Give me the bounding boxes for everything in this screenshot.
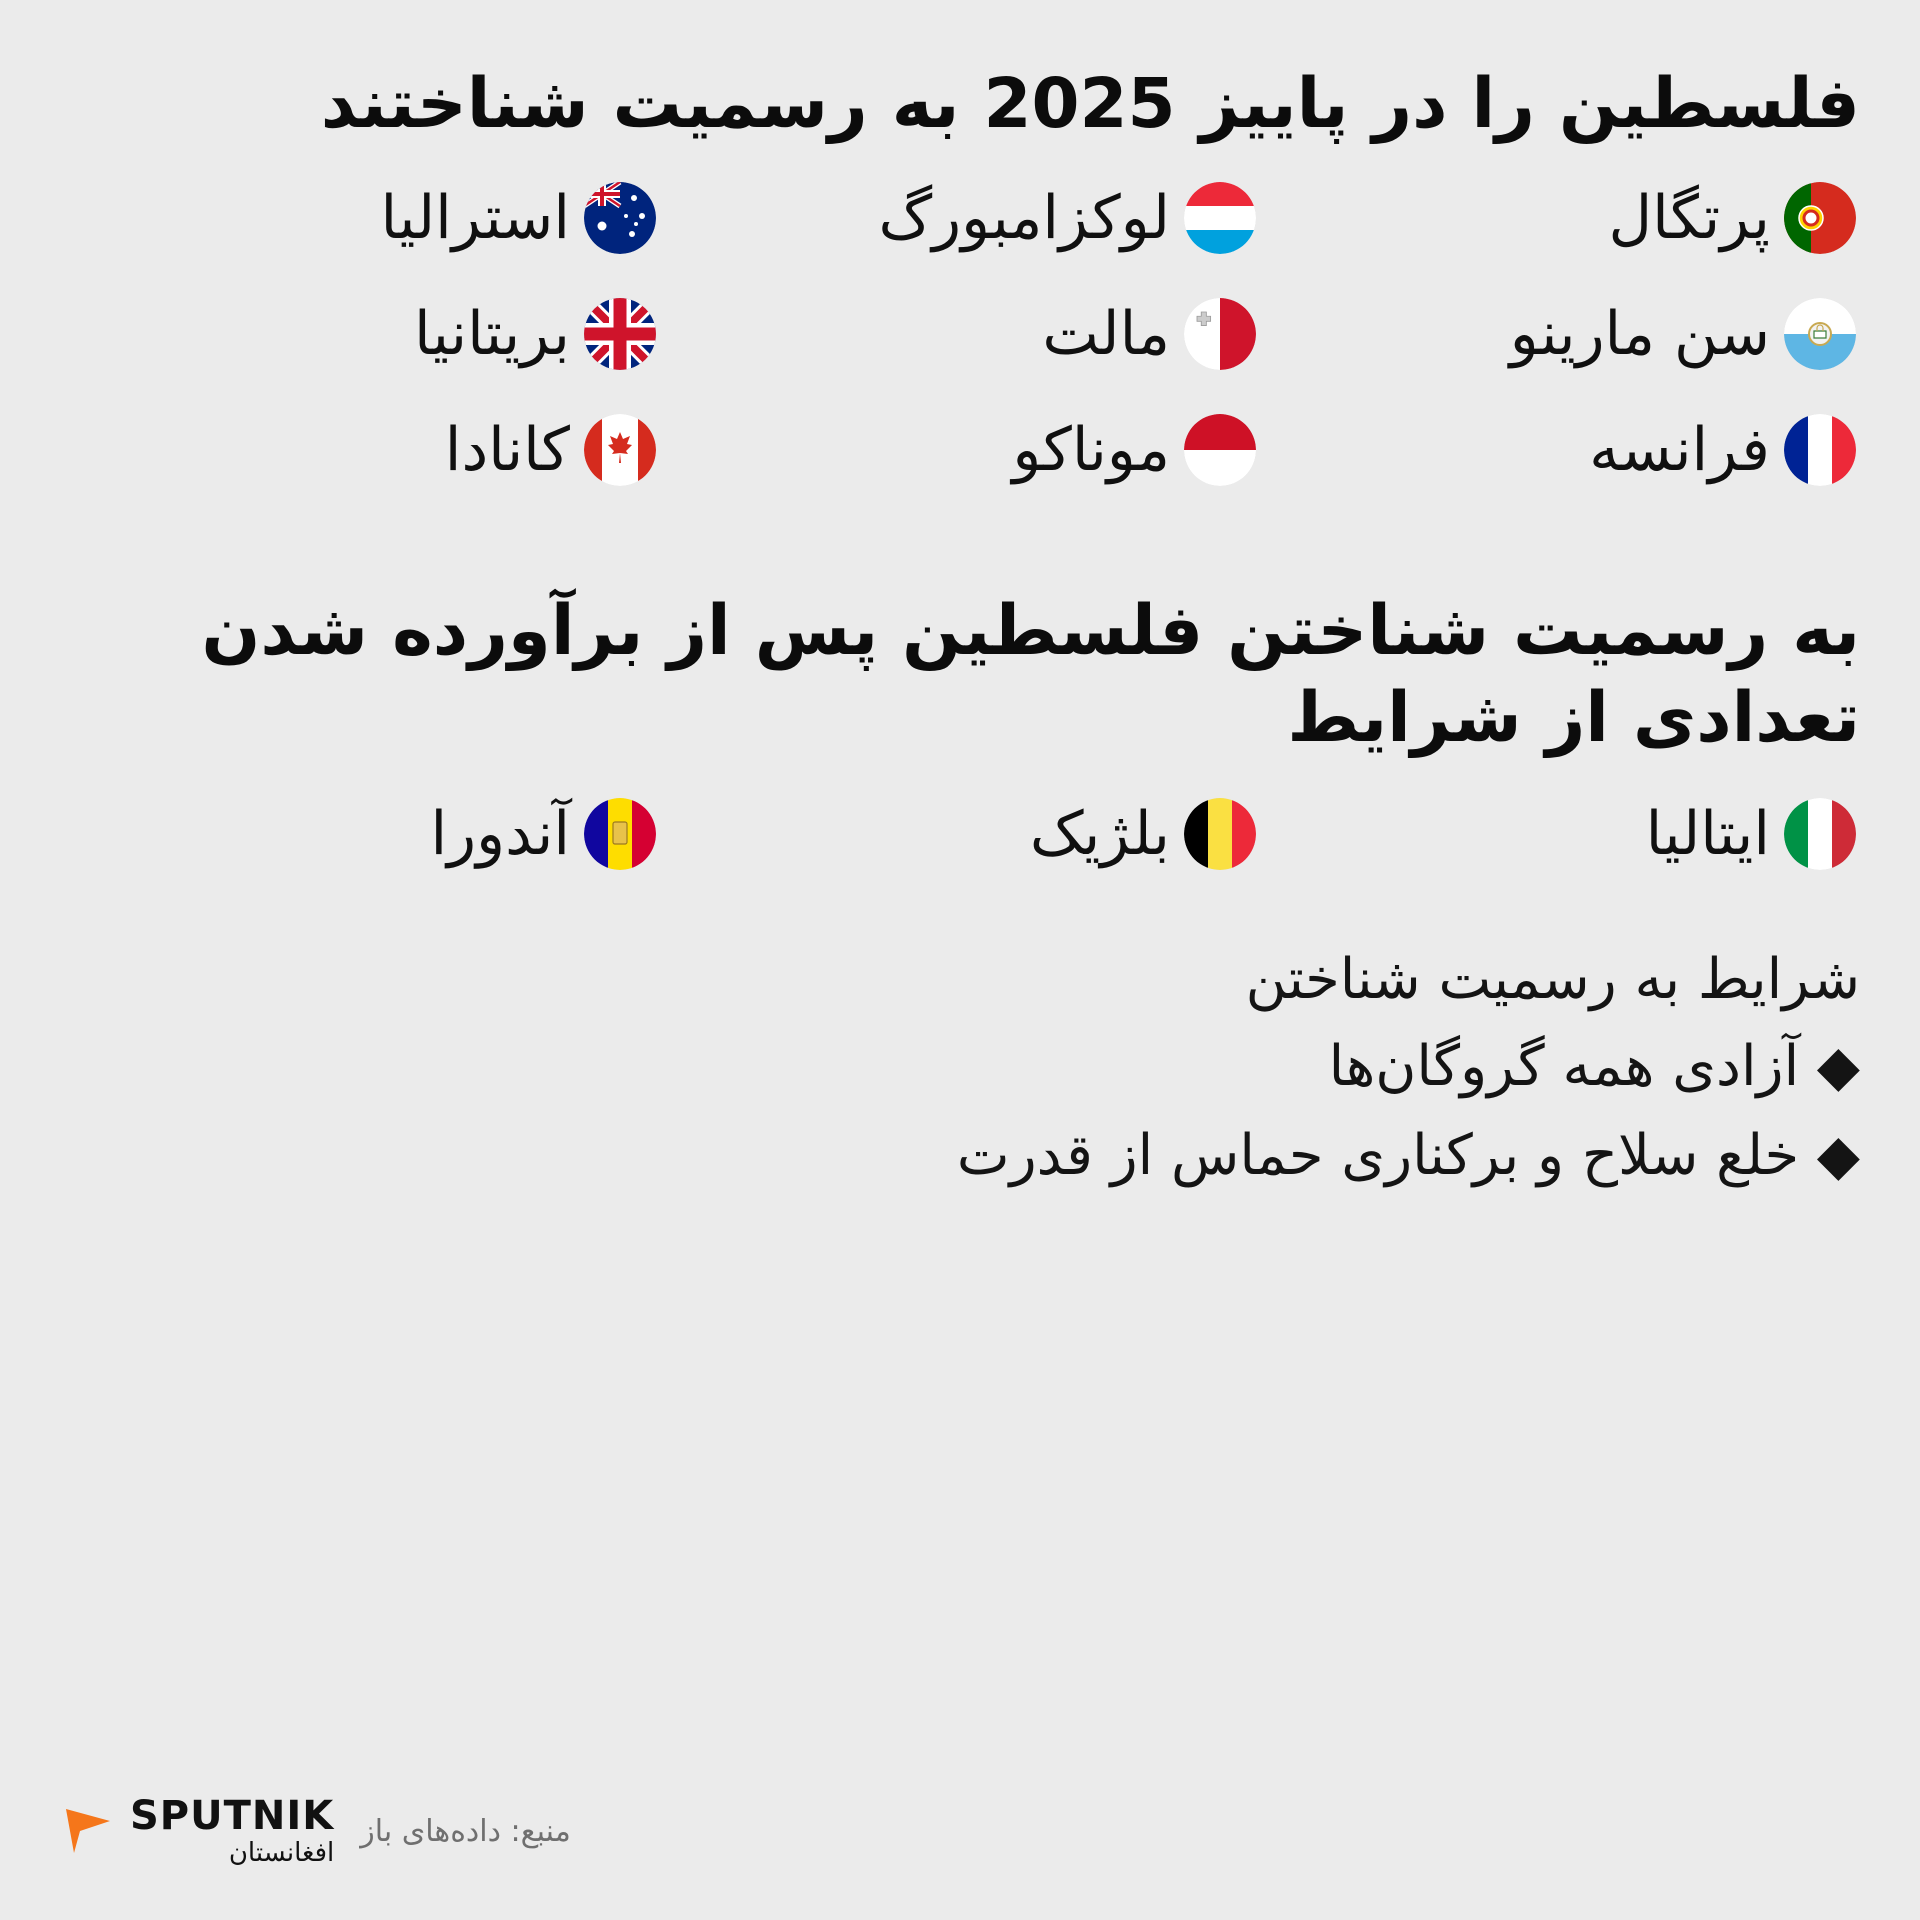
country-label: بریتانیا (414, 299, 570, 370)
country-item-luxembourg (660, 164, 1260, 272)
country-label: فرانسه (1589, 415, 1770, 486)
malta-flag-icon (1184, 298, 1256, 370)
andorra-flag-icon (584, 798, 656, 870)
headline-secondary: به رسمیت شناختن فلسطین پس از برآورده شدن تعدادی از شرایط (201, 591, 1860, 759)
country-item-italy (1260, 780, 1860, 888)
france-flag-icon (1784, 414, 1856, 486)
country-label: سن مارینو (1509, 299, 1770, 370)
footer (60, 1793, 1860, 1868)
condition-item-1: ◆ آزادی همه گروگان‌ها (1328, 1033, 1860, 1099)
belgium-flag-icon (1184, 798, 1256, 870)
country-item-belgium (660, 780, 1260, 888)
sputnik-logo-sub: افغانستان (228, 1838, 335, 1868)
sanmarino-flag-icon (1784, 298, 1856, 370)
condition-item-2: ◆ خلع سلاح و برکناری حماس از قدرت (956, 1122, 1860, 1188)
country-label: موناکو (1012, 415, 1170, 486)
portugal-flag-icon (1784, 182, 1856, 254)
sputnik-logo (60, 1793, 335, 1868)
country-grid-conditional (60, 780, 1860, 888)
italy-flag-icon (1784, 798, 1856, 870)
country-item-portugal (1260, 164, 1860, 272)
country-grid-recognized (60, 164, 1860, 504)
country-label: ایتالیا (1645, 799, 1770, 870)
country-label: کانادا (444, 415, 570, 486)
country-item-canada (60, 396, 660, 504)
canada-flag-icon (584, 414, 656, 486)
country-label: آندورا (430, 799, 570, 870)
country-item-malta (660, 280, 1260, 388)
country-item-australia (60, 164, 660, 272)
country-label: پرتگال (1608, 183, 1770, 254)
sputnik-logo-text (130, 1793, 335, 1868)
country-item-france (1260, 396, 1860, 504)
country-label: بلژیک (1029, 799, 1170, 870)
country-item-monaco (660, 396, 1260, 504)
section-divider-space (60, 504, 1860, 562)
sputnik-arrow-icon (60, 1803, 116, 1859)
country-item-uk (60, 280, 660, 388)
country-item-sanmarino (1260, 280, 1860, 388)
headline-primary: فلسطین را در پاییز 2025 به رسمیت شناختند (320, 64, 1860, 144)
conditions-title: شرایط به رسمیت شناختن (1245, 947, 1860, 1013)
monaco-flag-icon (1184, 414, 1256, 486)
uk-flag-icon (584, 298, 656, 370)
conditions-block (60, 942, 1860, 1196)
country-label: استرالیا (380, 183, 570, 254)
country-item-andorra (60, 780, 660, 888)
country-label: مالت (1042, 299, 1170, 370)
luxembourg-flag-icon (1184, 182, 1256, 254)
australia-flag-icon (584, 182, 656, 254)
source-label: منبع: داده‌های باز (360, 1813, 571, 1849)
country-label: لوکزامبورگ (878, 183, 1170, 254)
sputnik-logo-title: SPUTNIK (130, 1793, 335, 1839)
